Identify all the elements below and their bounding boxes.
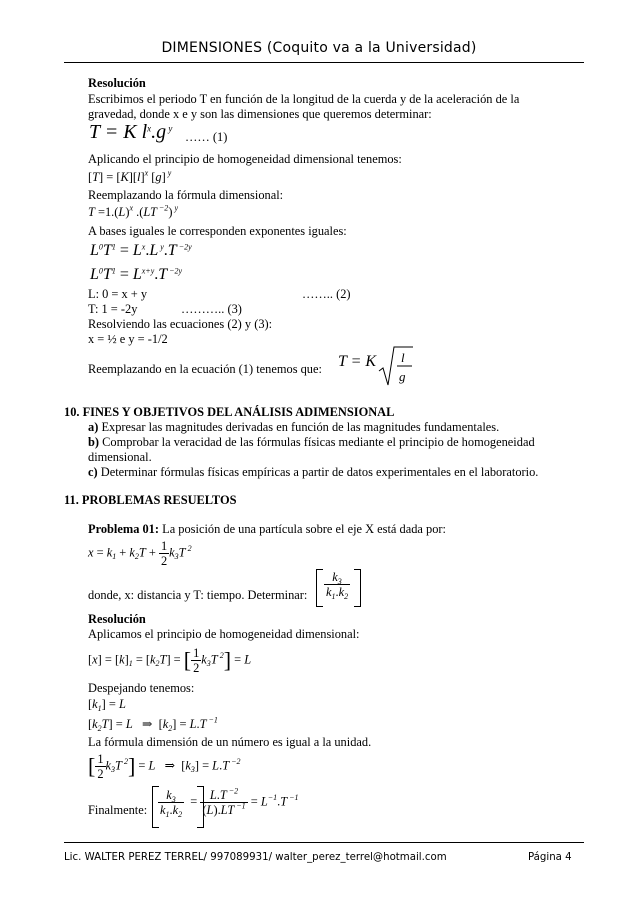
objective-c-text: Determinar fórmulas físicas empíricas a partir de datos experimentales en el laboratorio. (100, 465, 539, 479)
sqrt-sign (378, 345, 414, 389)
footer-page-number: Página 4 (528, 852, 572, 863)
left-bracket (316, 569, 323, 607)
equation-exponents-2: $L^0T^1 = L^{x+y}.T$ $^{-2y}$ (90, 266, 183, 283)
problem-text: La posición de una partícula sobre el eje X está dada por: (162, 522, 446, 536)
footer-author: Lic. WALTER PEREZ TERREL/ 997089931/ walter_perez_terrel@hotmail.com (64, 852, 447, 863)
final-right-bracket (197, 786, 204, 828)
svg-text:l: l (401, 350, 405, 365)
intro-line-2: gravedad, donde x e y son las dimensiones que queremos determinar: (88, 107, 432, 121)
objective-b-text: Comprobar la veracidad de las fórmulas físicas mediante el principio de homogeneidad (102, 435, 535, 449)
aplicamos-text: Aplicamos el principio de homogeneidad dimensional: (88, 627, 360, 641)
objective-c-label: c) (88, 465, 98, 479)
svg-text:g: g (399, 369, 406, 384)
solve-intro: Resolviendo las ecuaciones (2) y (3): (88, 317, 273, 331)
despejando-text: Despejando tenemos: (88, 681, 195, 695)
equation-T-label: ……….. (3) (181, 302, 242, 316)
section-11-heading: 11. PROBLEMAS RESUELTOS (64, 493, 237, 507)
equation-1-label: …… (1) (185, 130, 228, 144)
position-equation: $x = k_1 + k_2T$ + $\frac{1}{2}$ $k_3T$ $^2$ (88, 539, 192, 568)
equation-dimensional: $T =1.(L)^x$ .(LT $^{-2}$) $^y$ (88, 203, 179, 219)
right-bracket (354, 569, 361, 607)
equation-L-label: …….. (2) (302, 287, 351, 301)
equation-brackets: $[T] = [K][l]^x$ [g] $^y$ (88, 168, 172, 184)
final-formula: T = K (338, 353, 377, 370)
solution-values: x = ½ e y = -1/2 (88, 332, 168, 346)
objective-a (88, 420, 499, 435)
target-fraction: $\frac{k_3}{k_1.k_2}$ (326, 570, 349, 601)
problem-01 (88, 522, 446, 537)
resolucion-2-heading: Resolución (88, 612, 146, 626)
equation-1: T = K $l^x.g$ $^y$ (89, 121, 173, 143)
objective-b (88, 435, 535, 450)
equation-T: T: 1 = -2y (88, 302, 138, 316)
objective-b-cont: dimensional. (88, 450, 152, 464)
equation-exponents-1: $L^0T^1 = L^x.L$ $^y$.T $^{-2y}$ (90, 242, 192, 259)
intro-line-1: Escribimos el periodo T en función de la longitud de la cuerda y de la aceleración de la (88, 92, 520, 106)
objective-b-label: b) (88, 435, 100, 449)
bases-intro: A bases iguales le corresponden exponentes iguales: (88, 224, 347, 238)
donde-text: donde, x: distancia y T: tiempo. Determinar: (88, 588, 308, 602)
objective-a-text: Expresar las magnitudes derivadas en función de las magnitudes fundamentales. (101, 420, 500, 434)
problem-label: Problema 01: (88, 522, 160, 536)
dimensional-intro: Reemplazando la fórmula dimensional: (88, 188, 284, 202)
section-10-heading: 10. FINES Y OBJETIVOS DEL ANÁLISIS ADIMENSIONAL (64, 405, 395, 419)
page-header: DIMENSIONES (Coquito va a la Universidad) (161, 40, 477, 56)
resolucion-heading: Resolución (88, 76, 146, 90)
homogeneity-intro: Aplicando el principio de homogeneidad dimensional tenemos: (88, 152, 402, 166)
final-equation: $\frac{k_3}{k_1.k_2}$ = $\frac{L.T ^{-2}}{(L).LT ^{-1}}$ = $L^{-1}.T$ $^{-1}$ (160, 786, 299, 819)
finalmente-text: Finalmente: (88, 803, 148, 817)
formula-numero-text: La fórmula dimensión de un número es igual a la unidad. (88, 735, 372, 749)
k3-result: [ $\frac{1}{2}$ $k_3T$ $^2$] = L ⇒ $[k_3] = L.T$ $^{-2}$ (88, 752, 241, 781)
k1-result: $[k_1] = L$ (88, 697, 126, 713)
footer-divider (64, 842, 584, 843)
header-divider (64, 62, 584, 63)
objective-c (88, 465, 538, 480)
equation-L: L: 0 = x + y (88, 287, 148, 301)
final-intro: Reemplazando en la ecuación (1) tenemos que: (88, 362, 322, 376)
k2-result: $[k_2T] = L$ ⇒ $[k_2] = L.T$ $^{-1}$ (88, 715, 218, 733)
objective-a-label: a) (88, 420, 99, 434)
homogeneity-equation: $[x] = [k]_1 = [k_2T]$ = [ $\frac{1}{2}$ $k_3T$ $^2$] = L (88, 646, 252, 675)
